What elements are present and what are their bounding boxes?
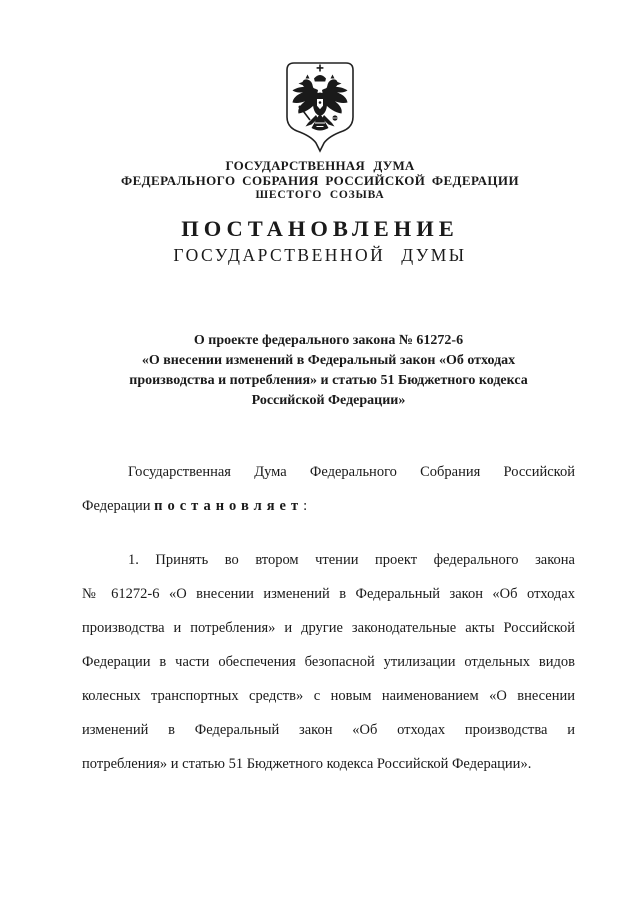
body-line: колесных транспортных средств» с новым наименованием «О внесении [82,688,575,704]
document-title [82,331,575,411]
title-line: производства и потребления» и статью 51 Бюджетного кодекса [129,373,528,388]
org-convocation-line: ШЕСТОГО СОЗЫВА [255,189,385,201]
clause-line [82,489,575,523]
clause-line: Государственная Дума Федерального Собрания Российской [128,464,575,480]
title-line: Российской Федерации» [251,393,406,408]
double-headed-eagle-icon [285,61,355,153]
body-line: потребления» и статью 51 Бюджетного кодекса Российской Федерации». [82,756,532,772]
body-paragraph-item1 [82,543,575,781]
body-line: 1. Принять во втором чтении проект федерального закона [128,552,575,568]
resolution-clause [82,455,575,523]
clause-line-prefix: Федерации [82,498,155,514]
title-line: О проекте федерального закона № 61272-6 [193,333,464,348]
org-name-line2: ФЕДЕРАЛЬНОГО СОБРАНИЯ РОССИЙСКОЙ ФЕДЕРАЦИИ [121,173,519,188]
body-line: изменений в Федеральный закон «Об отходах производства и [82,722,575,738]
org-name-line1: ГОСУДАРСТВЕННАЯ ДУМА [225,158,415,173]
clause-colon: : [303,498,308,514]
coat-of-arms-emblem [285,61,355,153]
body-line: производства и потребления» и другие законодательные акты Российской [82,620,575,636]
document-issuer-heading: ГОСУДАРСТВЕННОЙ ДУМЫ [173,245,467,265]
resolution-verb: постановляет [154,498,304,514]
title-line: «О внесении изменений в Федеральный закон «Об отходах [141,353,516,368]
body-line: № 61272-6 «О внесении изменений в Федеральный закон «Об отходах [82,586,575,602]
document-type-heading: ПОСТАНОВЛЕНИЕ [181,216,459,241]
body-line: Федерации в части обеспечения безопасной утилизации отдельных видов [82,654,575,670]
